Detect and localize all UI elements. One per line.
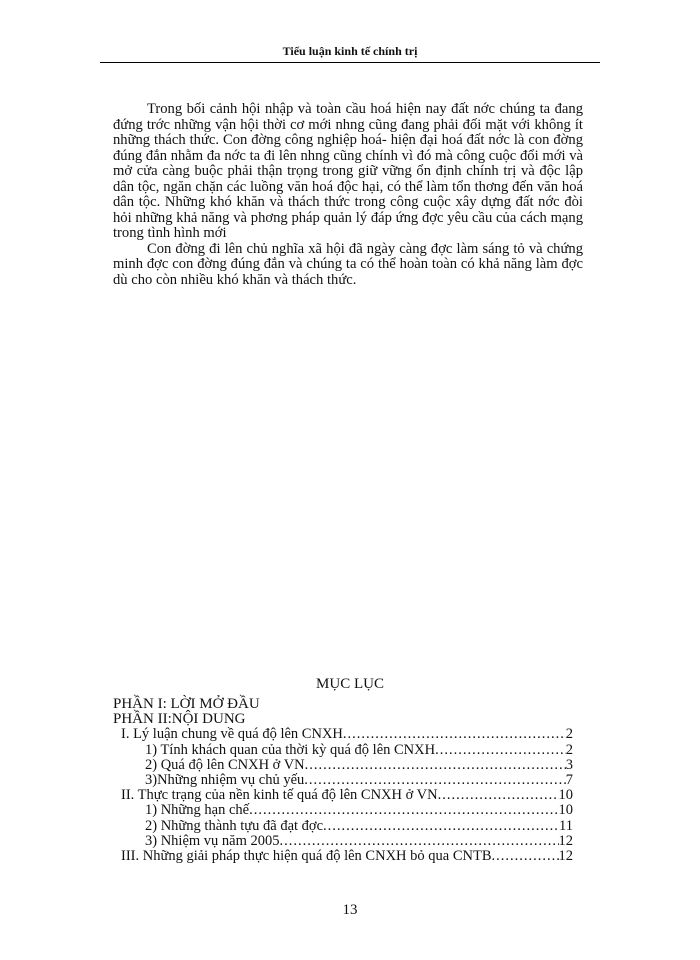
toc-entry-page: 12 [558, 848, 573, 865]
toc-leader [343, 727, 566, 742]
toc-entry [113, 788, 573, 803]
toc-leader [438, 788, 559, 803]
toc-entry [113, 758, 573, 773]
toc-leader [492, 849, 559, 864]
toc-entry-page: 10 [558, 802, 573, 819]
paragraph-2: Con đờng đi lên chủ nghĩa xã hội đã ngày càng đợc làm sáng tỏ và chứng minh đợc con đờng đúng đắn và chúng ta có thể hoàn toàn có khả năng làm đợc dù cho còn nhiều khó khăn và thách thức. [113, 240, 583, 288]
toc-entry [113, 773, 573, 788]
toc-leader [249, 803, 558, 818]
toc-entry-label: 1) Những hạn chế [145, 802, 250, 819]
toc-entry-page: 2 [565, 741, 573, 758]
toc-part-1: PHẦN I: LỜI MỞ ĐẦU [113, 696, 260, 712]
toc-entry [113, 803, 573, 818]
toc-entry [113, 849, 573, 864]
page-number: 13 [342, 902, 358, 918]
toc-entry-page: 7 [565, 772, 573, 789]
toc-entry-label: 3) Nhiệm vụ năm 2005 [145, 832, 280, 849]
running-header: Tiểu luận kinh tế chính trị [282, 44, 418, 58]
toc-entry [113, 743, 573, 758]
toc-entry-label: 1) Tính khách quan của thời kỳ quá độ lên CNXH [145, 741, 436, 758]
toc-entry [113, 727, 573, 742]
toc-entry-label: 2) Quá độ lên CNXH ở VN [145, 756, 305, 773]
toc-entry-label: 2) Những thành tựu đã đạt đợc [145, 817, 324, 834]
toc-entry [113, 819, 573, 834]
toc-entry [113, 834, 573, 849]
toc-leader [435, 743, 566, 758]
toc-part-2: PHẦN II:NỘI DUNG [113, 711, 246, 728]
toc-leader [280, 834, 559, 849]
toc-entry-label: II. Thực trạng của nền kinh tế quá độ lên CNXH ở VN [121, 787, 438, 804]
toc-leader [323, 819, 559, 834]
toc-entry-page: 11 [559, 817, 573, 834]
toc-leader [305, 758, 566, 773]
toc-entry-page: 12 [558, 832, 573, 849]
header-rule [100, 62, 600, 63]
toc-entry-page: 3 [565, 756, 573, 773]
toc-title: MỤC LỤC [316, 676, 384, 692]
toc-leader [304, 773, 565, 788]
toc-entry-label: III. Những giải pháp thực hiện quá độ lên CNXH bỏ qua CNTB [121, 848, 492, 865]
table-of-contents [113, 697, 573, 864]
toc-entry-page: 10 [558, 787, 573, 804]
body-text [113, 102, 583, 288]
toc-entry-page: 2 [565, 726, 573, 743]
toc-entry-label: I. Lý luận chung về quá độ lên CNXH [121, 726, 343, 743]
paragraph-1: Trong bối cảnh hội nhập và toàn cầu hoá hiện nay đất nớc chúng ta đang đứng trớc những vận hội thời cơ mới nhng cũng đang phải đối mặt với không ít những thách thức. Con đờng công nghiệp hoá- hiện đại hoá đất nớc là con đờng đúng đắn nhằm đa nớc ta đi lên nhng cũng chính vì đó mà công cuộc đổi mới và mở cửa càng buộc phải thận trọng trong giữ vững ổn định chính trị và độc lập dân tộc, ngăn chặn các luồng văn hoá độc hại, có thể làm tổn thơng đến văn hoá dân tộc. Những khó khăn và thách thức trong công cuộc xây dựng đất nớc đòi hỏi những khả năng và phơng pháp quản lý đáp ứng đợc yêu cầu của cách mạng trong tình hình mới [113, 101, 583, 241]
toc-entry-label: 3)Những nhiệm vụ chủ yếu [145, 772, 305, 789]
